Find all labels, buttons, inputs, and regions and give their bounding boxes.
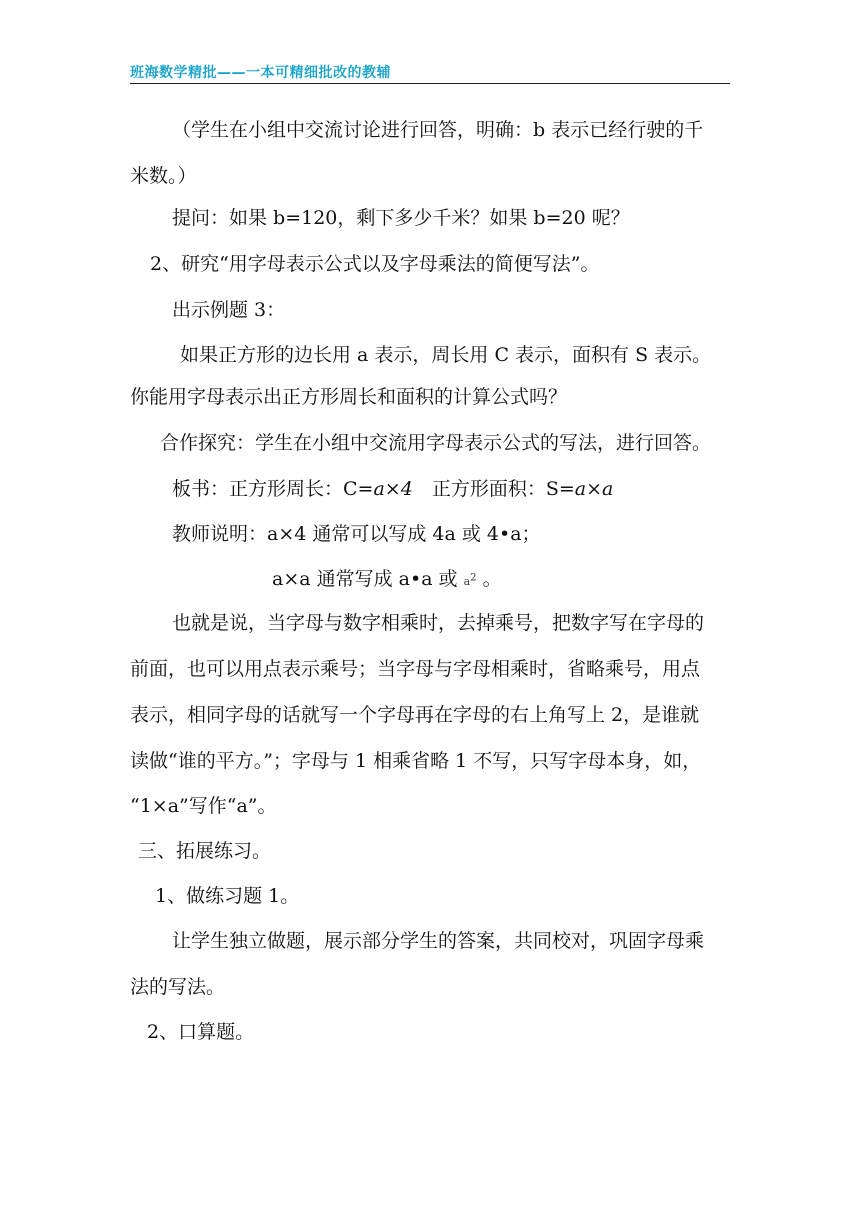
- text-line-4: 2、研究“用字母表示公式以及字母乘法的简便写法”。: [150, 253, 600, 275]
- paragraph-line-1: 也就是说，当字母与数字相乘时，去掉乘号，把数字写在字母的: [172, 612, 705, 634]
- section3-item1-desc-2: 法的写法。: [130, 976, 226, 998]
- paragraph-line-2: 前面，也可以用点表示乘号；当字母与字母相乘时，省略乘号，用点: [130, 658, 701, 680]
- explain-line-2: [272, 567, 502, 594]
- section3-item2: 2、口算题。: [147, 1021, 255, 1043]
- text-line-1: （学生在小组中交流讨论进行回答，明确：b 表示已经行驶的千: [172, 119, 704, 141]
- text-line-2: 米数。）: [130, 165, 197, 187]
- paragraph-line-3: 表示，相同字母的话就写一个字母再在字母的右上角写上 2，是谁就: [130, 704, 700, 726]
- text-line-5: 出示例题 3：: [172, 299, 286, 321]
- section3-title: 三、拓展练习。: [138, 840, 272, 862]
- board-prefix: 板书：正方形周长：C=: [172, 478, 374, 500]
- text-line-8: 合作探究：学生在小组中交流用字母表示公式的写法，进行回答。: [160, 432, 712, 454]
- board-line: [172, 477, 613, 501]
- board-middle: 正方形面积：S=: [412, 478, 575, 500]
- header-rule: [130, 83, 730, 84]
- paragraph-line-4: 读做“谁的平方。”；字母与 1 相乘省略 1 不写，只写字母本身，如，: [130, 750, 702, 772]
- area-formula: a×a: [574, 478, 614, 500]
- squared-notation: a2: [463, 572, 477, 588]
- text-line-3: 提问：如果 b=120，剩下多少千米？如果 b=20 呢？: [172, 207, 630, 229]
- explain-line-1: 教师说明：a×4 通常可以写成 4a 或 4•a；: [172, 523, 541, 545]
- explain-line-2-end: 。: [482, 568, 502, 590]
- section3-item1-desc-1: 让学生独立做题，展示部分学生的答案，共同校对，巩固字母乘: [172, 930, 705, 952]
- perimeter-formula: a×4: [373, 478, 413, 500]
- section3-item1: 1、做练习题 1。: [155, 885, 300, 907]
- paragraph-line-5: “1×a”写作“a”。: [130, 795, 277, 817]
- explain-line-2-text: a×a 通常写成 a•a 或: [272, 568, 458, 590]
- text-line-6: 如果正方形的边长用 a 表示，周长用 C 表示，面积有 S 表示。: [180, 344, 712, 366]
- page-header: 班海数学精批——一本可精细批改的教辅: [130, 65, 391, 81]
- text-line-7: 你能用字母表示出正方形周长和面积的计算公式吗？: [130, 386, 568, 408]
